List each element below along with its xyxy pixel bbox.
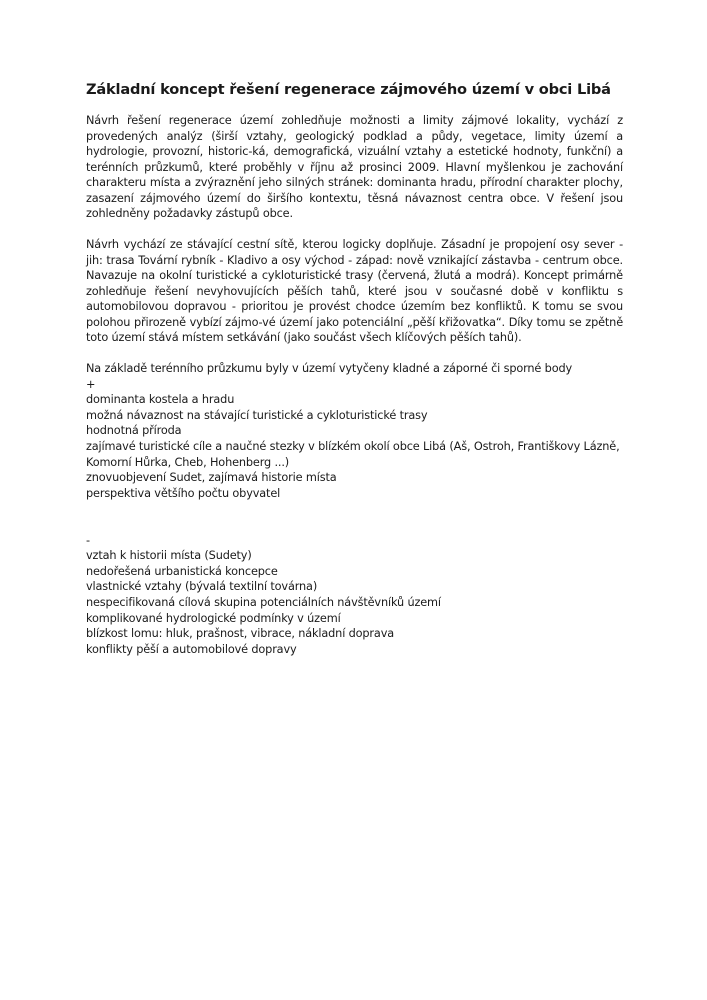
list-item: hodnotná příroda <box>86 424 182 438</box>
document-page <box>86 80 623 657</box>
list-item: Komorní Hůrka, Cheb, Hohenberg ...) <box>86 455 290 469</box>
paragraph-paths: Návrh vychází ze stávající cestní sítě, kterou logicky doplňuje. Zásadní je propojení osy sever - jih: trasa Tovární rybník - Kladivo a osy východ - západ: nově vznikající zástavba - centrum obce. Navazuje na okolní turistické a cykloturistické trasy (červená, žlutá a modrá). Koncept primárně zohledňuje řešení nevyhovujících pěších tahů, které jsou v současné době v konfliktu s automobilovou dopravou - prioritou je provést chodce územím bez konfliktů. K tomu se svou polohou přirozeně vybízí zájmo-vé území jako potenciální „pěší křižovatka“. Díky tomu se zpětně toto území stává místem setkávání (jako součást všech klíčových pěších tahů). <box>86 238 623 344</box>
list-item: nespecifikovaná cílová skupina potenciálních návštěvníků území <box>86 595 441 609</box>
list-item: perspektiva většího počtu obyvatel <box>86 486 281 500</box>
list-item: vlastnické vztahy (bývalá textilní továrna) <box>86 580 318 594</box>
list-item: vztah k historii místa (Sudety) <box>86 549 252 563</box>
list-item: nedořešená urbanistická koncepce <box>86 564 278 578</box>
positive-points-list <box>86 377 623 502</box>
list-item: možná návaznost na stávající turistické a cykloturistické trasy <box>86 408 428 422</box>
positive-marker: + <box>86 377 96 391</box>
list-item: blízkost lomu: hluk, prašnost, vibrace, nákladní doprava <box>86 627 395 641</box>
document-title: Základní koncept řešení regenerace zájmového území v obci Libá <box>86 81 611 98</box>
list-item: znovuobjevení Sudet, zajímavá historie místa <box>86 471 337 485</box>
survey-intro: Na základě terénního průzkumu byly v území vytyčeny kladné a záporné či sporné body <box>86 362 573 375</box>
list-item: zajímavé turistické cíle a naučné stezky v blízkém okolí obce Libá (Aš, Ostroh, Františkovy Lázně, <box>86 439 620 453</box>
list-item: komplikované hydrologické podmínky v území <box>86 611 341 625</box>
paragraph-concept: Návrh řešení regenerace území zohledňuje možnosti a limity zájmové lokality, vychází z provedených analýz (širší vztahy, geologický podklad a půdy, vegetace, limity území a hydrologie, provozní, historic-ká, demografická, vizuální vztahy a estetické hodnoty, funkční) a terénních průzkumů, které proběhly v říjnu až prosinci 2009. Hlavní myšlenkou je zachování charakteru místa a zvýraznění jeho silných stránek: dominanta hradu, přírodní charakter plochy, zasazení zájmového území do širšího kontextu, těsná návaznost centra obce. V řešení jsou zohledněny požadavky zástupů obce. <box>86 114 623 220</box>
negative-marker: - <box>86 533 90 547</box>
negative-points-list <box>86 533 623 658</box>
list-spacer <box>86 501 623 517</box>
list-item: konflikty pěší a automobilové dopravy <box>86 642 297 656</box>
list-item: dominanta kostela a hradu <box>86 393 235 407</box>
list-spacer <box>86 517 623 533</box>
